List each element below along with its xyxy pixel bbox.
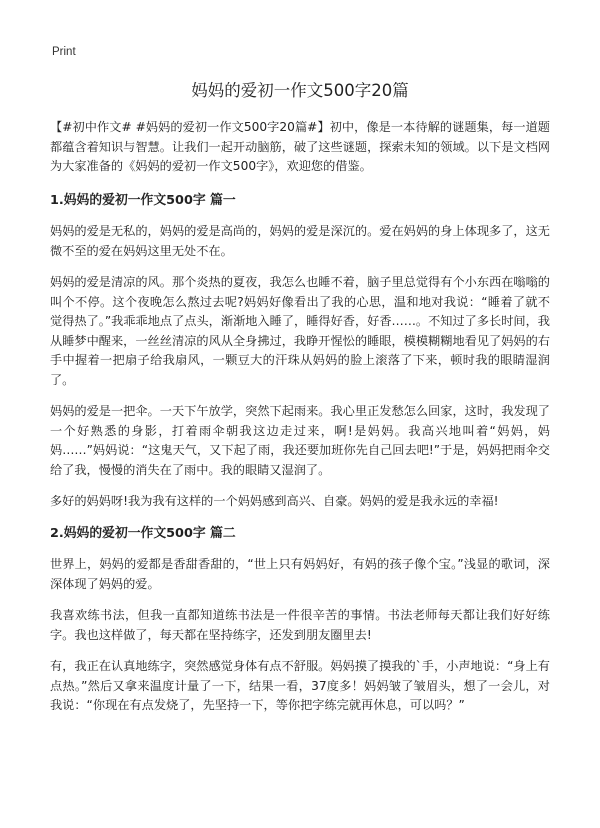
paragraph: 妈妈的爱是无私的，妈妈的爱是高尚的，妈妈的爱是深沉的。爱在妈妈的身上体现多了，这无微不至的爱在妈妈这里无处不在。 [50, 224, 550, 258]
paragraph: 妈妈的爱是一把伞。一天下午放学，突然下起雨来。我心里正发愁怎么回家，这时，我发现了一个好熟悉的身影，打着雨伞朝我这边走过来，啊!是妈妈。我高兴地叫着“妈妈，妈妈……”妈妈说：“这鬼天气，又下起了雨，我还要加班你先自己回去吧!”于是，妈妈把雨伞交给了我，慢慢的消失在了雨中。我的眼睛又湿润了。 [50, 404, 550, 477]
paragraph: 妈妈的爱是清凉的风。那个炎热的夏夜，我怎么也睡不着，脑子里总觉得有个小东西在嗡嗡的叫个不停。这个夜晚怎么熬过去呢?妈妈好像看出了我的心思，温和地对我说：“睡着了就不觉得热了。”我乖乖地点了点头，渐渐地入睡了，睡得好香，好香……。不知过了多长时间，我从睡梦中醒来，一丝丝清凉的风从全身拂过，我睁开惺忪的睡眼，模模糊糊地看见了妈妈的右手中握着一把扇子给我扇风，一颗豆大的汗珠从妈妈的脸上滚落了下来，顿时我的眼睛湿润了。 [50, 275, 550, 387]
section-2 [50, 524, 550, 716]
section-2-heading: 2.妈妈的爱初一作文500字 篇二 [50, 525, 236, 541]
paragraph: 有，我正在认真地练字，突然感觉身体有点不舒服。妈妈摸了摸我的`手，小声地说：“身上有点热。”然后又拿来温度计量了一下，结果一看，37度多！妈妈皱了皱眉头，想了一会儿，对我说：“你现在有点发烧了，先坚持一下，等你把字练完就再休息，可以吗？” [50, 659, 550, 712]
paragraph: 多好的妈妈呀!我为我有这样的一个妈妈感到高兴、自豪。妈妈的爱是我永远的幸福! [50, 494, 499, 508]
paragraph: 世界上，妈妈的爱都是香甜香甜的，“世上只有妈妈好，有妈的孩子像个宝。”浅显的歌词，深深体现了妈妈的爱。 [50, 557, 550, 591]
section-1 [50, 191, 550, 512]
paragraph: 我喜欢练书法，但我一直都知道练书法是一件很辛苦的事情。书法老师每天都让我们好好练字。我也这样做了，每天都在坚持练字，还发到朋友圈里去! [50, 608, 550, 642]
page-title: 妈妈的爱初一作文500字20篇 [191, 81, 409, 100]
section-1-heading: 1.妈妈的爱初一作文500字 篇一 [50, 192, 236, 208]
intro-paragraph: 【#初中作文# #妈妈的爱初一作文500字20篇#】初中，像是一本待解的谜题集，每一道题都蕴含着知识与智慧。让我们一起开动脑筋，破了这些谜题，探索未知的领域。以下是文档网为大家准备的《妈妈的爱初一作文500字》，欢迎您的借鉴。 [50, 120, 550, 173]
article-body [50, 118, 550, 728]
print-link[interactable]: Print [52, 46, 76, 58]
